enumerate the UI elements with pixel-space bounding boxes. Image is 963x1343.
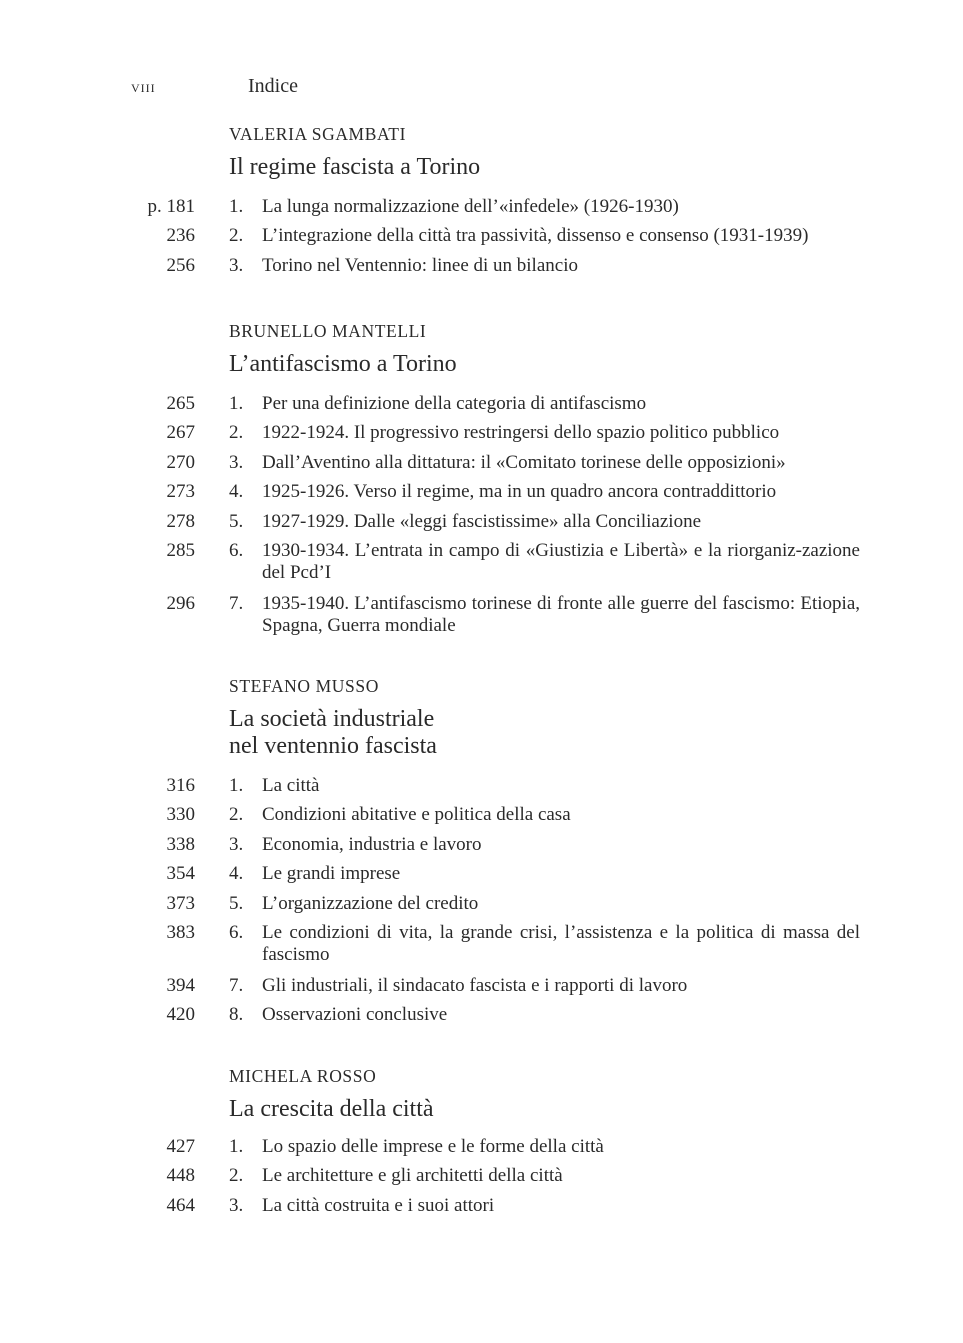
entry-title: Le condizioni di vita, la grande crisi, l’assistenza e la politica di massa del fascismo xyxy=(262,921,860,965)
entry-number: 3. xyxy=(229,1194,244,1216)
entry-page: 316 xyxy=(166,775,195,796)
running-title: Indice xyxy=(248,75,298,97)
entry-title: Condizioni abitative e politica della casa xyxy=(262,804,571,826)
entry-page: 256 xyxy=(166,254,195,276)
section-title-line: Il regime fascista a Torino xyxy=(229,154,481,180)
toc-entry xyxy=(0,422,963,451)
toc-entry xyxy=(0,452,963,481)
entry-title: La città xyxy=(262,775,320,796)
toc-entries xyxy=(0,196,963,284)
entry-page: 285 xyxy=(166,539,195,561)
toc-entry xyxy=(0,593,963,646)
toc-entry xyxy=(0,893,963,922)
section-author: MICHELA ROSSO xyxy=(229,1066,377,1086)
toc-entry xyxy=(0,511,963,540)
entry-number: 8. xyxy=(229,1004,244,1026)
entry-number: 2. xyxy=(229,804,244,826)
entry-title: Osservazioni conclusive xyxy=(262,1004,448,1026)
entry-number: 1. xyxy=(229,775,244,796)
entry-title: Dall’Aventino alla dittatura: il «Comitato torinese delle opposizioni» xyxy=(262,451,786,473)
entry-page: 354 xyxy=(166,863,195,885)
section-title-line: L’antifascismo a Torino xyxy=(229,351,457,377)
entry-title: Per una definizione della categoria di antifascismo xyxy=(262,393,647,414)
entry-page: 270 xyxy=(166,451,195,473)
section-author: STEFANO MUSSO xyxy=(229,676,379,696)
page-number: viii xyxy=(131,77,156,96)
toc-entry xyxy=(0,481,963,510)
entry-number: 4. xyxy=(229,863,244,885)
entry-number: 5. xyxy=(229,892,244,914)
toc-entries xyxy=(0,1136,963,1224)
section-title xyxy=(229,154,480,181)
entry-page: 296 xyxy=(166,592,195,614)
entry-title: Le grandi imprese xyxy=(262,863,401,885)
entry-page: 330 xyxy=(166,804,195,826)
section-title xyxy=(229,706,437,760)
toc-entry xyxy=(0,1136,963,1165)
section-title xyxy=(229,351,457,378)
entry-page: 338 xyxy=(166,833,195,855)
entry-number: 7. xyxy=(229,974,244,996)
entry-page: 373 xyxy=(166,892,195,914)
toc-entry xyxy=(0,393,963,422)
toc-entry xyxy=(0,804,963,833)
entry-page: 394 xyxy=(166,974,195,996)
entry-number: 3. xyxy=(229,833,244,855)
toc-entries xyxy=(0,393,963,646)
entry-title: Economia, industria e lavoro xyxy=(262,833,482,855)
entry-number: 1. xyxy=(229,393,244,414)
entry-title: 1925-1926. Verso il regime, ma in un quadro ancora contraddittorio xyxy=(262,481,777,503)
entry-number: 1. xyxy=(229,196,244,217)
entry-title: Lo spazio delle imprese e le forme della città xyxy=(262,1136,604,1157)
entry-number: 4. xyxy=(229,481,244,503)
entry-page: 427 xyxy=(166,1136,195,1157)
entry-title: Gli industriali, il sindacato fascista e i rapporti di lavoro xyxy=(262,974,688,996)
toc-entry xyxy=(0,834,963,863)
toc-entries xyxy=(0,775,963,1034)
entry-number: 6. xyxy=(229,921,244,943)
entry-title: 1922-1924. Il progressivo restringersi dello spazio politico pubblico xyxy=(262,422,780,444)
entry-page: 236 xyxy=(166,225,195,247)
section-title-line: La crescita della città xyxy=(229,1096,434,1122)
entry-title: La città costruita e i suoi attori xyxy=(262,1194,495,1216)
toc-entry xyxy=(0,975,963,1004)
toc-entry xyxy=(0,540,963,593)
entry-page: 383 xyxy=(166,921,195,943)
toc-entry xyxy=(0,196,963,225)
toc-entry xyxy=(0,255,963,284)
entry-number: 2. xyxy=(229,1165,244,1187)
entry-number: 5. xyxy=(229,510,244,532)
entry-page: 265 xyxy=(166,393,195,414)
entry-number: 7. xyxy=(229,592,244,614)
section-title-line: La società industriale xyxy=(229,706,435,732)
entry-number: 3. xyxy=(229,451,244,473)
toc-entry xyxy=(0,1195,963,1224)
toc-entry xyxy=(0,1165,963,1194)
toc-entry xyxy=(0,922,963,975)
entry-title: Le architetture e gli architetti della città xyxy=(262,1165,563,1187)
entry-title: 1927-1929. Dalle «leggi fascistissime» alla Conciliazione xyxy=(262,510,702,532)
section-title xyxy=(229,1096,434,1123)
section-title-line: nel ventennio fascista xyxy=(229,733,437,759)
section-author: BRUNELLO MANTELLI xyxy=(229,321,427,341)
entry-number: 3. xyxy=(229,254,244,276)
entry-title: L’integrazione della città tra passività, dissenso e consenso (1931-1939) xyxy=(262,225,809,247)
toc-entry xyxy=(0,225,963,254)
entry-page: 420 xyxy=(166,1004,195,1026)
entry-page: 273 xyxy=(166,481,195,503)
toc-entry xyxy=(0,1004,963,1033)
entry-page: 278 xyxy=(166,510,195,532)
entry-number: 6. xyxy=(229,539,244,561)
entry-title: Torino nel Ventennio: linee di un bilancio xyxy=(262,254,578,276)
entry-number: 2. xyxy=(229,422,244,444)
entry-title: 1930-1934. L’entrata in campo di «Giustizia e Libertà» e la riorganiz-zazione del Pcd’I xyxy=(262,539,860,583)
entry-page: 448 xyxy=(166,1165,195,1187)
entry-page: 267 xyxy=(166,422,195,444)
entry-number: 1. xyxy=(229,1136,244,1157)
entry-number: 2. xyxy=(229,225,244,247)
toc-entry xyxy=(0,775,963,804)
entry-title: L’organizzazione del credito xyxy=(262,892,479,914)
toc-entry xyxy=(0,863,963,892)
section-author: VALERIA SGAMBATI xyxy=(229,124,407,144)
entry-page: p. 181 xyxy=(147,196,195,217)
entry-page: 464 xyxy=(166,1194,195,1216)
entry-title: 1935-1940. L’antifascismo torinese di fronte alle guerre del fascismo: Etiopia, Spagna, Guerra mondiale xyxy=(262,592,860,636)
entry-title: La lunga normalizzazione dell’«infedele» (1926-1930) xyxy=(262,196,679,217)
